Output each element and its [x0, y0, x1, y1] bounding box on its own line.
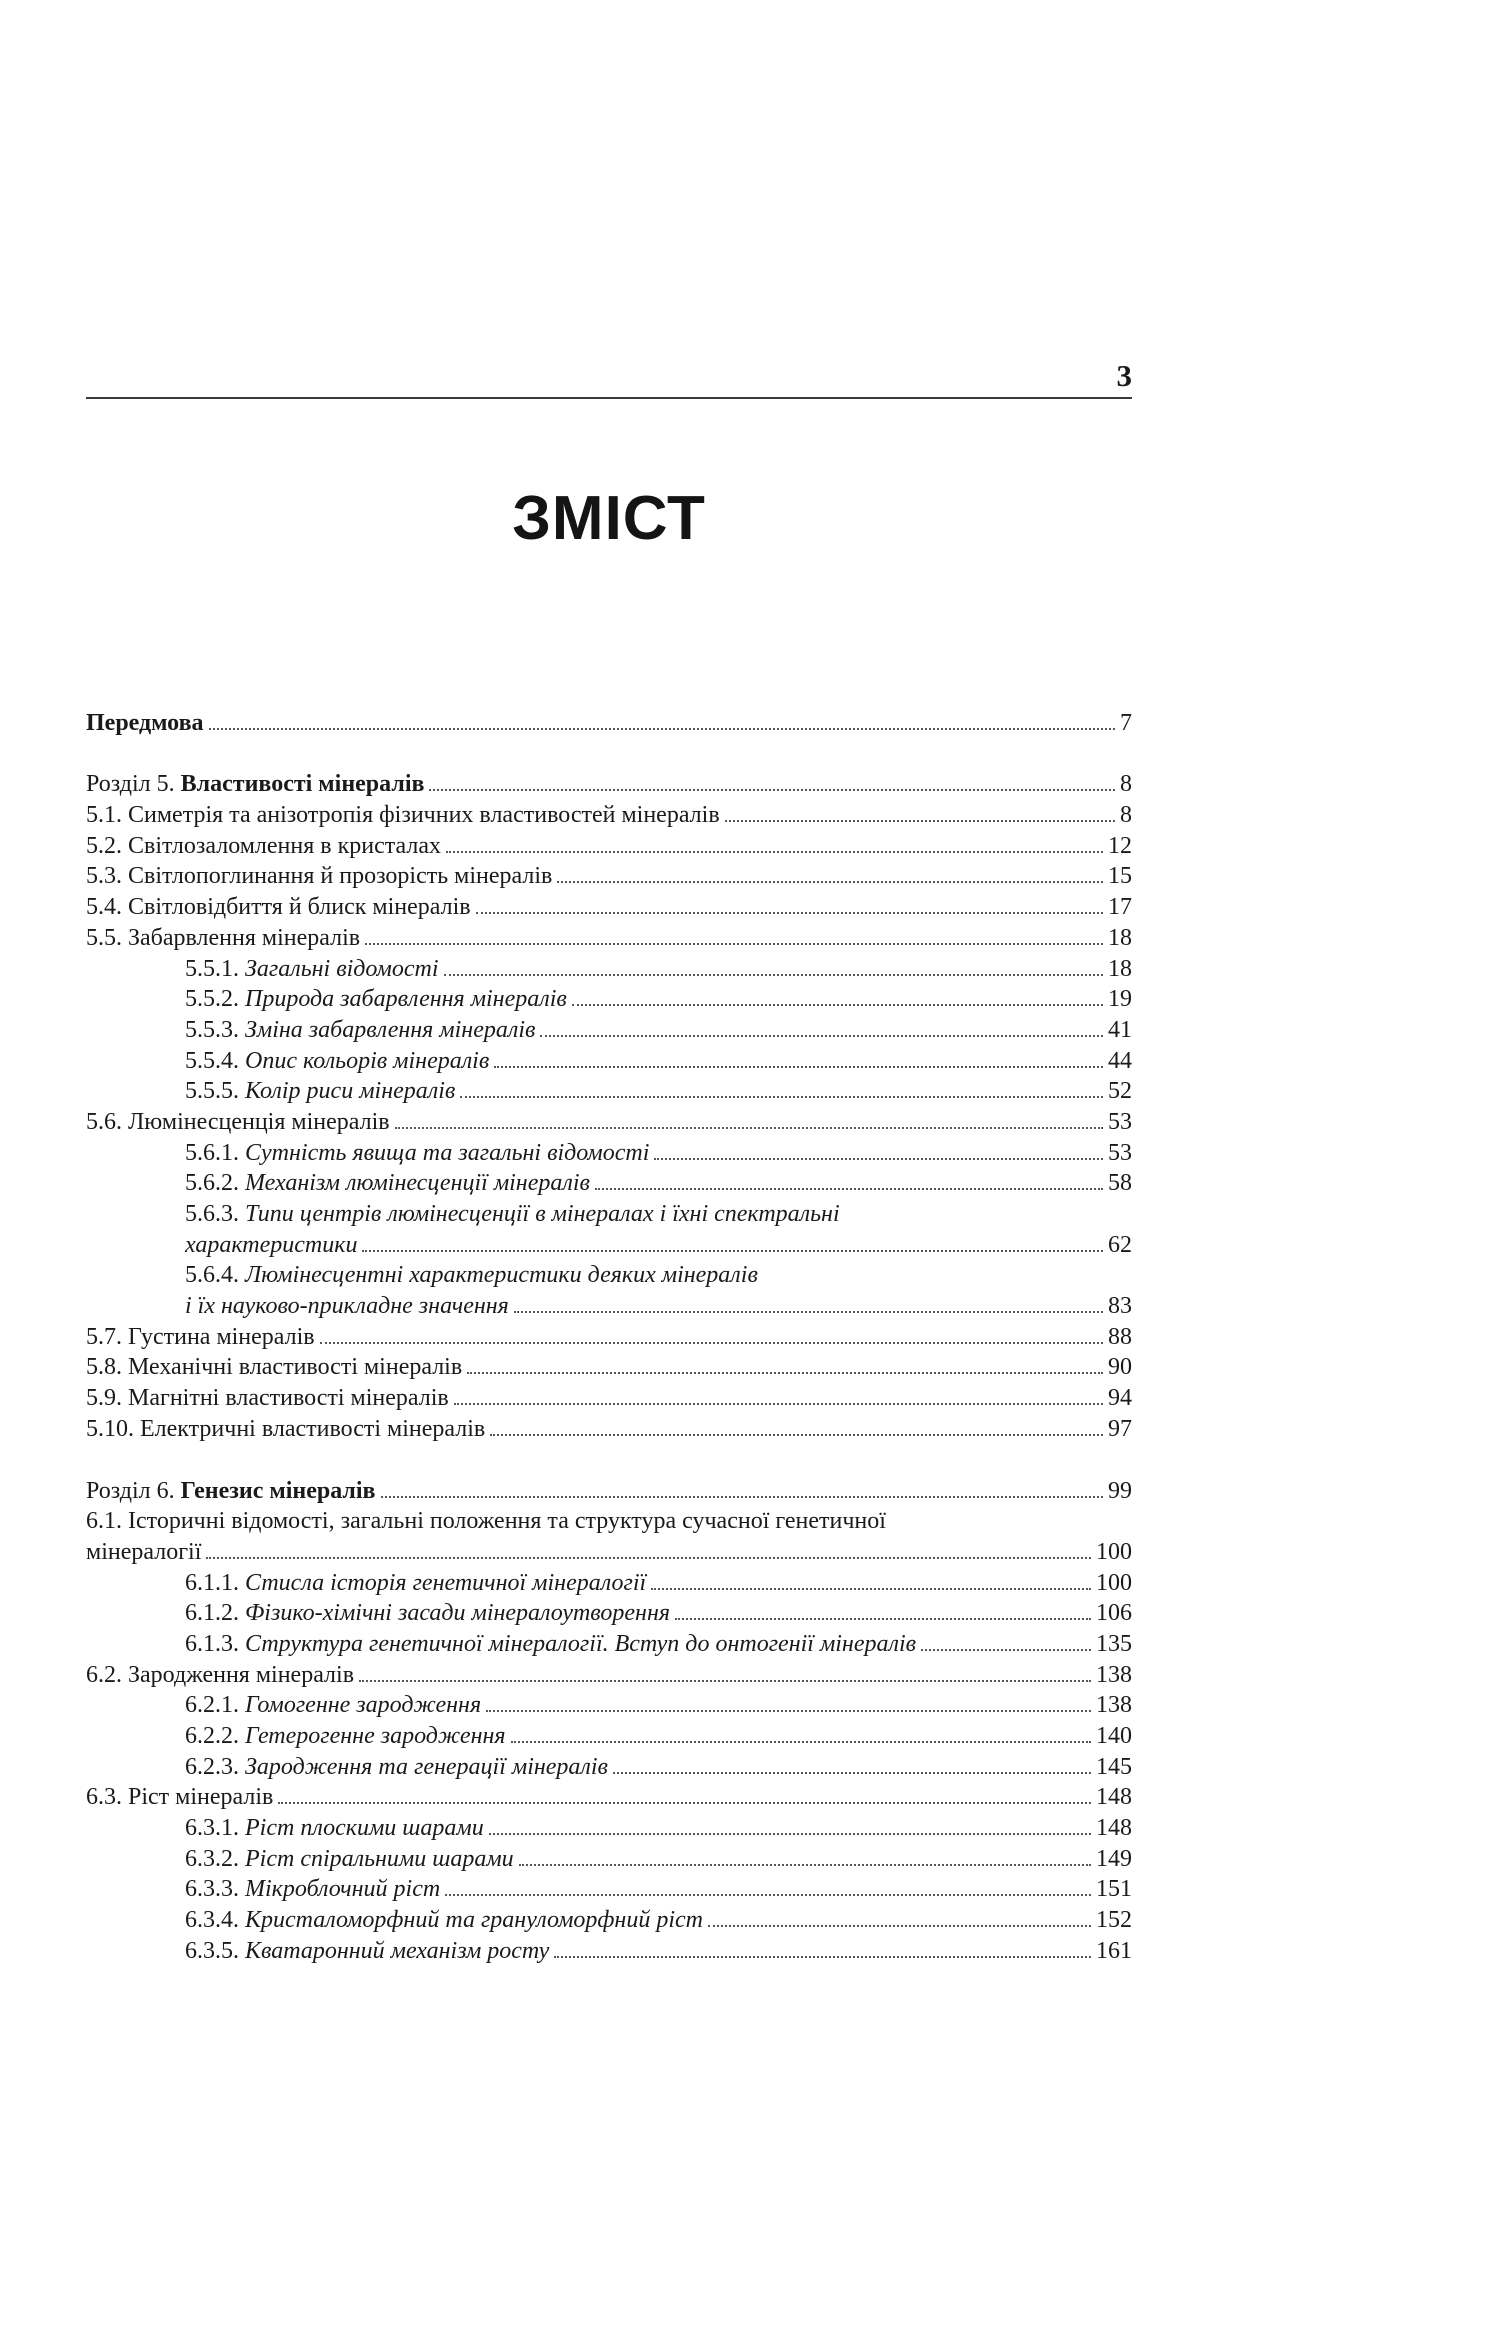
dot-leader — [467, 1372, 1103, 1374]
toc-subsection-6-3-5[interactable] — [86, 1934, 1132, 1965]
toc-page-number: 100 — [1096, 1569, 1132, 1596]
dot-leader — [519, 1864, 1091, 1866]
dot-leader — [514, 1311, 1103, 1313]
toc-page-number: 99 — [1108, 1477, 1132, 1504]
toc-entry-label: 6.1.1. Стисла історія генетичної мінералогії — [185, 1569, 647, 1596]
toc-page-number: 62 — [1108, 1231, 1132, 1258]
dot-leader — [486, 1710, 1091, 1712]
dot-leader — [444, 974, 1104, 976]
toc-section-6-1-continued[interactable] — [86, 1535, 1132, 1566]
toc-page-number: 97 — [1108, 1415, 1132, 1442]
toc-subsection-5-5-2[interactable] — [86, 983, 1132, 1014]
toc-page-number: 161 — [1096, 1937, 1132, 1964]
toc-subsection-5-6-4-continued[interactable] — [86, 1289, 1132, 1320]
toc-subsection-6-3-4[interactable] — [86, 1903, 1132, 1934]
toc-entry-label: 5.7. Густина мінералів — [86, 1323, 315, 1350]
page-number: 3 — [1116, 358, 1132, 393]
dot-leader — [362, 1250, 1103, 1252]
toc-entry-label: Передмова — [86, 709, 204, 736]
toc-entry-label: 5.2. Світлозаломлення в кристалах — [86, 832, 442, 859]
toc-page-number: 88 — [1108, 1323, 1132, 1350]
toc-section-5-6[interactable] — [86, 1105, 1132, 1136]
dot-leader — [476, 912, 1103, 914]
toc-subsection-5-5-3[interactable] — [86, 1013, 1132, 1044]
toc-entry-label: Розділ 5. Властивості мінералів — [86, 771, 425, 798]
dot-leader — [381, 1496, 1103, 1498]
dot-leader — [429, 789, 1115, 791]
toc-entry-label: 5.5.1. Загальні відомості — [185, 955, 439, 982]
dot-leader — [359, 1680, 1091, 1682]
toc-entry-label: 5.4. Світловідбиття й блиск мінералів — [86, 894, 471, 921]
dot-leader — [651, 1588, 1091, 1590]
toc-entry-label: 5.5.4. Опис кольорів мінералів — [185, 1047, 490, 1074]
toc-entry-label: 5.10. Електричні властивості мінералів — [86, 1415, 486, 1442]
toc-entry-label: 5.6.4. Люмінесцентні характеристики деяких мінералів — [185, 1262, 758, 1289]
toc-subsection-6-2-3[interactable] — [86, 1750, 1132, 1781]
toc-page-number: 12 — [1108, 832, 1132, 859]
toc-section-5-8[interactable] — [86, 1351, 1132, 1382]
toc-entry-label: 5.5.2. Природа забарвлення мінералів — [185, 986, 567, 1013]
toc-entry-label: 6.2.3. Зародження та генерації мінералів — [185, 1753, 608, 1780]
toc-subsection-6-1-2[interactable] — [86, 1597, 1132, 1628]
toc-entry-label: 6.1. Історичні відомості, загальні положення та структура сучасної генетичної — [86, 1508, 886, 1535]
toc-subsection-5-6-2[interactable] — [86, 1167, 1132, 1198]
toc-page-number: 149 — [1096, 1845, 1132, 1872]
dot-leader — [320, 1342, 1103, 1344]
toc-page-number: 94 — [1108, 1385, 1132, 1412]
toc-subsection-5-6-3[interactable] — [86, 1197, 1132, 1228]
toc-entry-label: характеристики — [185, 1231, 358, 1258]
toc-entry-label: 5.9. Магнітні властивості мінералів — [86, 1385, 449, 1412]
dot-leader — [572, 1004, 1103, 1006]
toc-chapter-6[interactable] — [86, 1474, 1132, 1505]
dot-leader — [595, 1188, 1103, 1190]
header-rule — [86, 397, 1132, 399]
dot-leader — [460, 1096, 1103, 1098]
toc-page-number: 135 — [1096, 1630, 1132, 1657]
toc-entry-label: 6.3.2. Ріст спіральними шарами — [185, 1845, 514, 1872]
dot-leader — [489, 1833, 1091, 1835]
toc-page-number: 53 — [1108, 1139, 1132, 1166]
dot-leader — [613, 1772, 1091, 1774]
toc-subsection-6-2-2[interactable] — [86, 1719, 1132, 1750]
toc-entry-label: 6.2. Зародження мінералів — [86, 1661, 355, 1688]
toc-page-number: 106 — [1096, 1600, 1132, 1627]
dot-leader — [511, 1741, 1091, 1743]
toc-entry-label: 6.3. Ріст мінералів — [86, 1784, 274, 1811]
toc-entry-label: 5.5.5. Колір риси мінералів — [185, 1078, 456, 1105]
toc-section-6-1[interactable] — [86, 1505, 1132, 1536]
toc-chapter-5[interactable] — [86, 768, 1132, 799]
dot-leader — [921, 1649, 1091, 1651]
toc-section-5-10[interactable] — [86, 1412, 1132, 1443]
dot-leader — [206, 1557, 1091, 1559]
toc-entry-label: 5.6.2. Механізм люмінесценції мінералів — [185, 1170, 590, 1197]
dot-leader — [494, 1066, 1103, 1068]
toc-entry-label: 5.3. Світлопоглинання й прозорість мінералів — [86, 863, 553, 890]
toc-page-number: 19 — [1108, 986, 1132, 1013]
toc-subsection-5-6-1[interactable] — [86, 1136, 1132, 1167]
toc-subsection-5-6-3-continued[interactable] — [86, 1228, 1132, 1259]
toc-page-number: 152 — [1096, 1907, 1132, 1934]
toc-page-number: 18 — [1108, 924, 1132, 951]
table-of-contents — [86, 706, 1132, 1965]
page-title: ЗМІСТ — [512, 484, 706, 553]
toc-subsection-5-6-4[interactable] — [86, 1259, 1132, 1290]
toc-page-number: 52 — [1108, 1078, 1132, 1105]
dot-leader — [445, 1894, 1091, 1896]
toc-entry-foreword[interactable] — [86, 706, 1132, 737]
toc-page-number: 138 — [1096, 1661, 1132, 1688]
toc-entry-label: 6.3.4. Кристаломорфний та грануломорфний ріст — [185, 1907, 703, 1934]
toc-entry-label: 5.5. Забарвлення мінералів — [86, 924, 361, 951]
dot-leader — [490, 1434, 1103, 1436]
toc-section-5-1[interactable] — [86, 798, 1132, 829]
toc-section-5-4[interactable] — [86, 890, 1132, 921]
toc-entry-label: і їх науково-прикладне значення — [185, 1293, 509, 1320]
toc-page-number: 15 — [1108, 863, 1132, 890]
toc-section-5-7[interactable] — [86, 1320, 1132, 1351]
toc-page-number: 8 — [1120, 771, 1132, 798]
dot-leader — [365, 943, 1103, 945]
toc-section-5-2[interactable] — [86, 829, 1132, 860]
toc-subsection-5-5-4[interactable] — [86, 1044, 1132, 1075]
toc-entry-label: 5.6. Люмінесценція мінералів — [86, 1108, 390, 1135]
toc-section-5-3[interactable] — [86, 860, 1132, 891]
dot-leader — [675, 1618, 1091, 1620]
toc-page-number: 90 — [1108, 1354, 1132, 1381]
toc-subsection-6-3-3[interactable] — [86, 1873, 1132, 1904]
toc-entry-label: 6.1.2. Фізико-хімічні засади мінералоутворення — [185, 1600, 671, 1627]
toc-entry-label: 6.1.3. Структура генетичної мінералогії. Вступ до онтогенії мінералів — [185, 1630, 917, 1657]
dot-leader — [654, 1158, 1103, 1160]
toc-entry-label: Розділ 6. Генезис мінералів — [86, 1477, 376, 1504]
dot-leader — [540, 1035, 1103, 1037]
dot-leader — [708, 1925, 1091, 1927]
dot-leader — [446, 851, 1103, 853]
toc-section-5-5[interactable] — [86, 921, 1132, 952]
toc-page-number: 18 — [1108, 955, 1132, 982]
toc-page-number: 83 — [1108, 1293, 1132, 1320]
toc-section-5-9[interactable] — [86, 1381, 1132, 1412]
toc-page-number: 151 — [1096, 1876, 1132, 1903]
toc-entry-label: 5.5.3. Зміна забарвлення мінералів — [185, 1016, 536, 1043]
toc-entry-label: 6.2.1. Гомогенне зародження — [185, 1692, 482, 1719]
toc-page-number: 17 — [1108, 894, 1132, 921]
toc-page-number: 58 — [1108, 1170, 1132, 1197]
toc-page-number: 138 — [1096, 1692, 1132, 1719]
toc-page-number: 100 — [1096, 1538, 1132, 1565]
toc-page-number: 44 — [1108, 1047, 1132, 1074]
toc-entry-label: 5.6.1. Сутність явища та загальні відомості — [185, 1139, 650, 1166]
dot-leader — [395, 1127, 1103, 1129]
dot-leader — [554, 1956, 1091, 1958]
dot-leader — [454, 1403, 1103, 1405]
toc-subsection-6-1-3[interactable] — [86, 1627, 1132, 1658]
toc-page-number: 8 — [1120, 802, 1132, 829]
toc-section-6-2[interactable] — [86, 1658, 1132, 1689]
toc-entry-label: 6.2.2. Гетерогенне зародження — [185, 1723, 506, 1749]
toc-entry-label: 6.3.3. Мікроблочний ріст — [185, 1876, 441, 1903]
toc-entry-label: 5.6.3. Типи центрів люмінесценції в мінералах і їхні спектральні — [185, 1201, 840, 1227]
toc-entry-label: 5.1. Симетрія та анізотропія фізичних властивостей мінералів — [86, 802, 720, 829]
toc-page-number: 148 — [1096, 1815, 1132, 1842]
toc-section-6-3[interactable] — [86, 1781, 1132, 1812]
toc-subsection-6-1-1[interactable] — [86, 1566, 1132, 1597]
toc-entry-label: 5.8. Механічні властивості мінералів — [86, 1354, 463, 1381]
toc-subsection-6-2-1[interactable] — [86, 1689, 1132, 1720]
toc-subsection-6-3-1[interactable] — [86, 1811, 1132, 1842]
toc-subsection-5-5-5[interactable] — [86, 1075, 1132, 1106]
toc-page-number: 53 — [1108, 1108, 1132, 1135]
toc-page-number: 41 — [1108, 1016, 1132, 1043]
dot-leader — [557, 881, 1103, 883]
toc-entry-label: 6.3.1. Ріст плоскими шарами — [185, 1815, 484, 1842]
toc-page-number: 7 — [1120, 709, 1132, 736]
dot-leader — [278, 1802, 1091, 1804]
toc-page-number: 148 — [1096, 1784, 1132, 1811]
toc-entry-label: мінералогії — [86, 1538, 202, 1565]
toc-page-number: 140 — [1096, 1723, 1132, 1749]
toc-subsection-6-3-2[interactable] — [86, 1842, 1132, 1873]
dot-leader — [209, 728, 1115, 730]
toc-page-number: 145 — [1096, 1753, 1132, 1780]
toc-entry-label: 6.3.5. Кватаронний механізм росту — [185, 1937, 550, 1964]
toc-subsection-5-5-1[interactable] — [86, 952, 1132, 983]
dot-leader — [725, 820, 1115, 822]
